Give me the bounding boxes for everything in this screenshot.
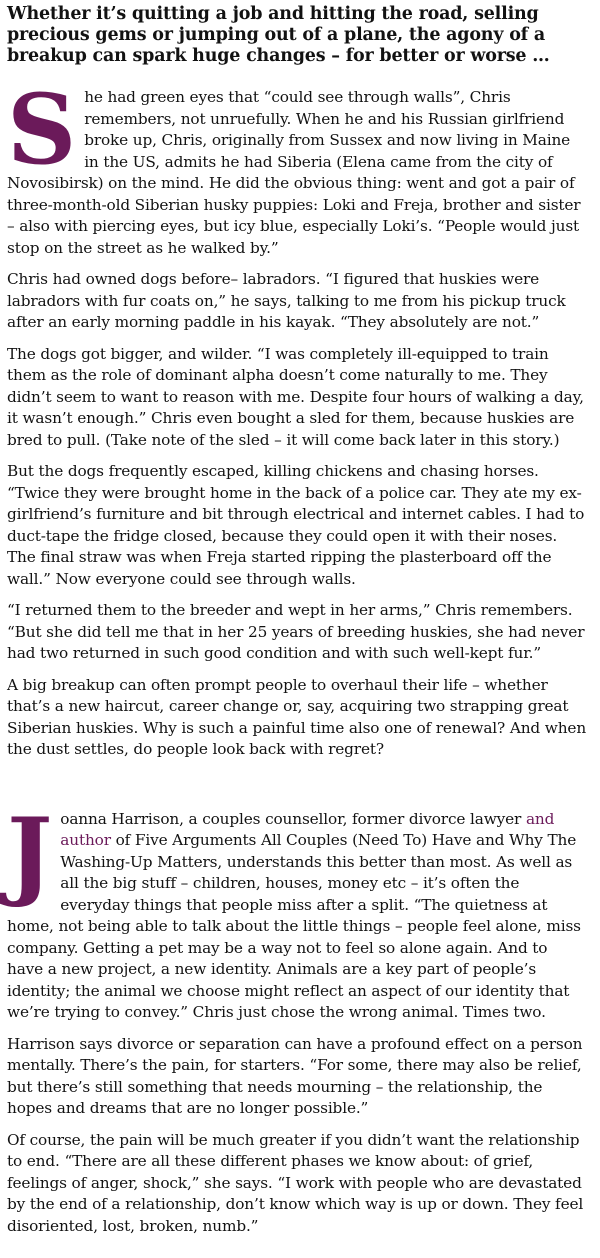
paragraph-7-text-post: of Five Arguments All Couples (Need To) Have and Why The Washing-Up Matters, understands this better than most. As well as all the big stuff – children, houses, money etc – it’s often the everyday things that people miss after a split. “The quietness at home, not being able to talk about the little things – people feel alone, miss company. Getting a pet may be a way not to feel so alone again. And to have a new project, a new identity. Animals are a key part of people’s identity; the animal we choose might reflect an aspect of our identity that we’re trying to convey.” Chris just chose the wrong animal. Times two. — [7, 831, 581, 1021]
drop-cap: J — [7, 796, 53, 910]
paragraph-5: “I returned them to the breeder and wept in her arms,” Chris remembers. “But she did tell me that in her 25 years of breeding huskies, she had never had two returned in such good condition and with such well-kept fur.” — [7, 601, 585, 662]
article-standfirst: Whether it’s quitting a job and hitting the road, selling precious gems or jumping out of a plane, the agony of a breakup can spark huge changes – for better or worse … — [7, 4, 550, 66]
book-author-link[interactable]: and author — [60, 809, 555, 849]
drop-cap: S — [7, 73, 77, 186]
paragraph-2: Chris had owned dogs before– labradors. “I figured that huskies were labradors with fur coats on,” he says, talking to me from his pickup truck after an early morning paddle in his kayak. “They absolutely are not.” — [7, 270, 566, 331]
paragraph-9: Of course, the pain will be much greater if you didn’t want the relationship to end. “There are all these different phases we know about: of grief, feelings of anger, shock,” she says. “I work with people who are devastated by the end of a relationship, don’t know which way is up or down. They feel disoriented, lost, broken, numb.” — [7, 1130, 584, 1235]
paragraph-8: Harrison says divorce or separation can have a profound effect on a person mentally. There’s the pain, for starters. “For some, there may also be relief, but there’s still something that needs mourning – the relationship, the hopes and dreams that are no longer possible.” — [7, 1034, 583, 1117]
paragraph-3: The dogs got bigger, and wilder. “I was completely ill-equipped to train them as the role of dominant alpha doesn’t come naturally to me. They didn’t seem to want to reason with me. Despite four hours of walking a day, it wasn’t enough.” Chris even bought a sled for them, because huskies are bred to pull. (Take note of the sled – it will come back later in this story.) — [7, 344, 584, 449]
paragraph-1 — [7, 73, 588, 259]
paragraph-4: But the dogs frequently escaped, killing chickens and chasing horses. “Twice they were brought home in the back of a police car. They ate my ex-girlfriend’s furniture and bit through electrical and internet cables. I had to duct-tape the fridge closed, because they could open it with their noses. The final straw was when Freja started ripping the plasterboard off the wall.” Now everyone could see through walls. — [7, 462, 585, 588]
paragraph-7 — [7, 796, 588, 1024]
paragraph-1-text: he had green eyes that “could see through walls”, Chris remembers, not unruefully. When he and his Russian girlfriend broke up, Chris, originally from Sussex and now living in Maine in the US, admits he had Siberia (Elena came from the city of Novosibirsk) on the mind. He did the obvious thing: went and got a pair of three-month-old Siberian husky puppies: Loki and Freja, brother and sister – also with piercing eyes, but icy blue, especially Loki’s. “People would just stop on the street as he walked by.” — [7, 88, 581, 257]
paragraph-7-text-pre: oanna Harrison, a couples counsellor, former divorce lawyer — [60, 809, 526, 828]
paragraph-6: A big breakup can often prompt people to overhaul their life – whether that’s a new haircut, career change or, say, acquiring two strapping great Siberian huskies. Why is such a painful time also one of renewal? And when the dust settles, do people look back with regret? — [7, 675, 587, 758]
section-break — [7, 771, 588, 809]
